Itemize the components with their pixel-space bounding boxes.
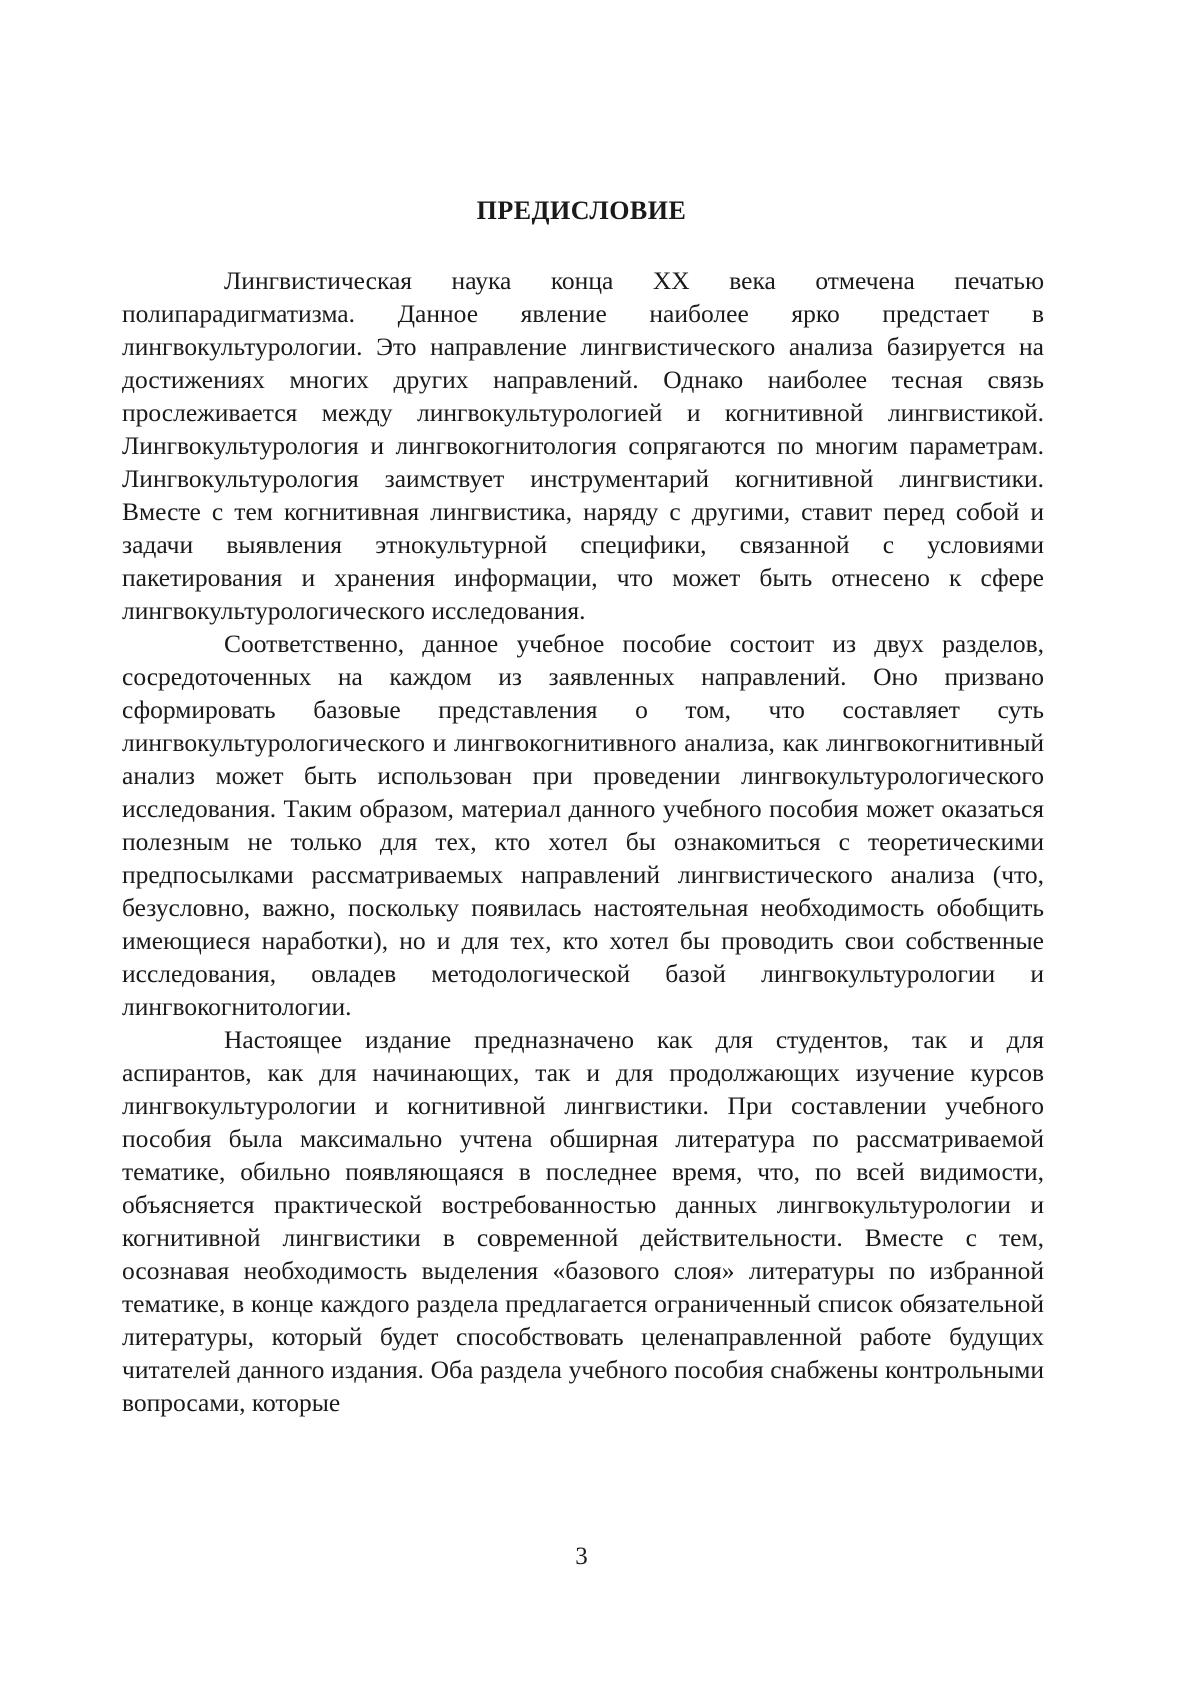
- page-number: 3: [575, 1543, 588, 1570]
- paragraph-2: Соответственно, данное учебное пособие состоит из двух разделов, сосредоточенных на каждом из заявленных направлений. Оно призвано сформировать базовые представления о том, что составляет суть лингвокультурологического и лингвокогнитивного анализа, как лингвокогнитивный анализ может быть использован при проведении лингвокультурологического исследования. Таким образом, материал данного учебного пособия может оказаться полезным не только для тех, кто хотел бы ознакомиться с теоретическими предпосылками рассматриваемых направлений лингвистического анализа (что, безусловно, важно, поскольку появилась настоятельная необходимость обобщить имеющиеся наработки), но и для тех, кто хотел бы проводить свои собственные исследования, овладев методологической базой лингвокультурологии и лингвокогнитологии.: [122, 629, 1044, 1021]
- paragraph-3: Настоящее издание предназначено как для студентов, так и для аспирантов, как для начинающих, так и для продолжающих изучение курсов лингвокультурологии и когнитивной лингвистики. При составлении учебного пособия была максимально учтена обширная литература по рассматриваемой тематике, обильно появляющаяся в последнее время, что, по всей видимости, объясняется практической востребованностью данных лингвокультурологии и когнитивной лингвистики в современной действительности. Вместе с тем, осознавая необходимость выделения «базового слоя» литературы по избранной тематике, в конце каждого раздела предлагается ограниченный список обязательной литературы, который будет способствовать целенаправленной работе будущих читателей данного издания. Оба раздела учебного пособия снабжены контрольными вопросами, которые: [122, 1025, 1044, 1417]
- body-text: [122, 264, 1044, 1419]
- page-title: ПРЕДИСЛОВИЕ: [476, 196, 687, 225]
- paragraph-1: Лингвистическая наука конца XX века отмечена печатью полипарадигматизма. Данное явление наиболее ярко предстает в лингвокультурологии. Это направление лингвистического анализа базируется на достижениях многих других направлений. Однако наиболее тесная связь прослеживается между лингвокультурологией и когнитивной лингвистикой. Лингвокультурология и лингвокогнитология сопрягаются по многим параметрам. Лингвокультурология заимствует инструментарий когнитивной лингвистики. Вместе с тем когнитивная лингвистика, наряду с другими, ставит перед собой и задачи выявления этнокультурной специфики, связанной с условиями пакетирования и хранения информации, что может быть отнесено к сфере лингвокультурологического исследования.: [122, 266, 1044, 625]
